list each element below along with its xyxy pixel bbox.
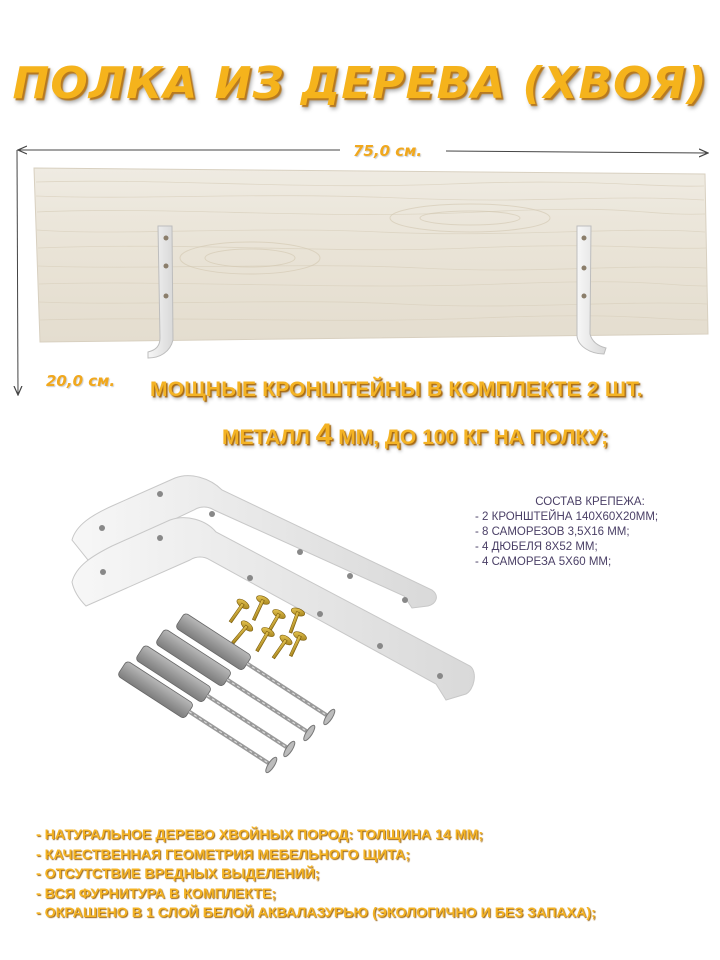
feature-brackets: МОЩНЫЕ КРОНШТЕЙНЫ В КОМПЛЕКТЕ 2 ШТ. — [150, 378, 643, 401]
bullet-item: - ВСЯ ФУРНИТУРА В КОМПЛЕКТЕ; — [36, 885, 277, 902]
kit-item: - 2 КРОНШТЕЙНА 140Х60Х20ММ; — [475, 511, 659, 523]
kit-item: - 8 САМОРЕЗОВ 3,5Х16 ММ; — [475, 526, 630, 538]
feature-metal-post: ММ, ДО 100 КГ НА ПОЛКУ; — [338, 426, 609, 449]
height-dimension-arrow — [17, 150, 18, 395]
bullet-item: - НАТУРАЛЬНОЕ ДЕРЕВО ХВОЙНЫХ ПОРОД: ТОЛЩИНА 14 ММ; — [36, 827, 484, 843]
bullet-item: - КАЧЕСТВЕННАЯ ГЕОМЕТРИЯ МЕБЕЛЬНОГО ЩИТА; — [36, 846, 410, 863]
kit-item: - 4 САМОРЕЗА 5Х60 ММ; — [475, 556, 612, 568]
kit-item: - 4 ДЮБЕЛЯ 8Х52 ММ; — [475, 541, 598, 553]
page-title: ПОЛКА ИЗ ДЕРЕВА (ХВОЯ) — [12, 58, 708, 109]
kit-title: СОСТАВ КРЕПЕЖА: — [535, 496, 645, 508]
wooden-board — [34, 168, 708, 342]
feature-metal-thickness: 4 — [315, 418, 333, 451]
feature-metal — [222, 418, 608, 452]
feature-metal-pre: МЕТАЛЛ — [222, 426, 310, 449]
fasteners-kit — [475, 495, 715, 570]
feature-bullets — [36, 826, 596, 924]
height-label: 20,0 см. — [46, 372, 116, 390]
bullet-item: - ОТСУТСТВИЕ ВРЕДНЫХ ВЫДЕЛЕНИЙ; — [36, 866, 320, 882]
bullet-item: - ОКРАШЕНО В 1 СЛОЙ БЕЛОЙ АКВАЛАЗУРЬЮ (ЭКОЛОГИЧНО И БЕЗ ЗАПАХА); — [36, 905, 596, 921]
width-label: 75,0 см. — [353, 142, 423, 160]
